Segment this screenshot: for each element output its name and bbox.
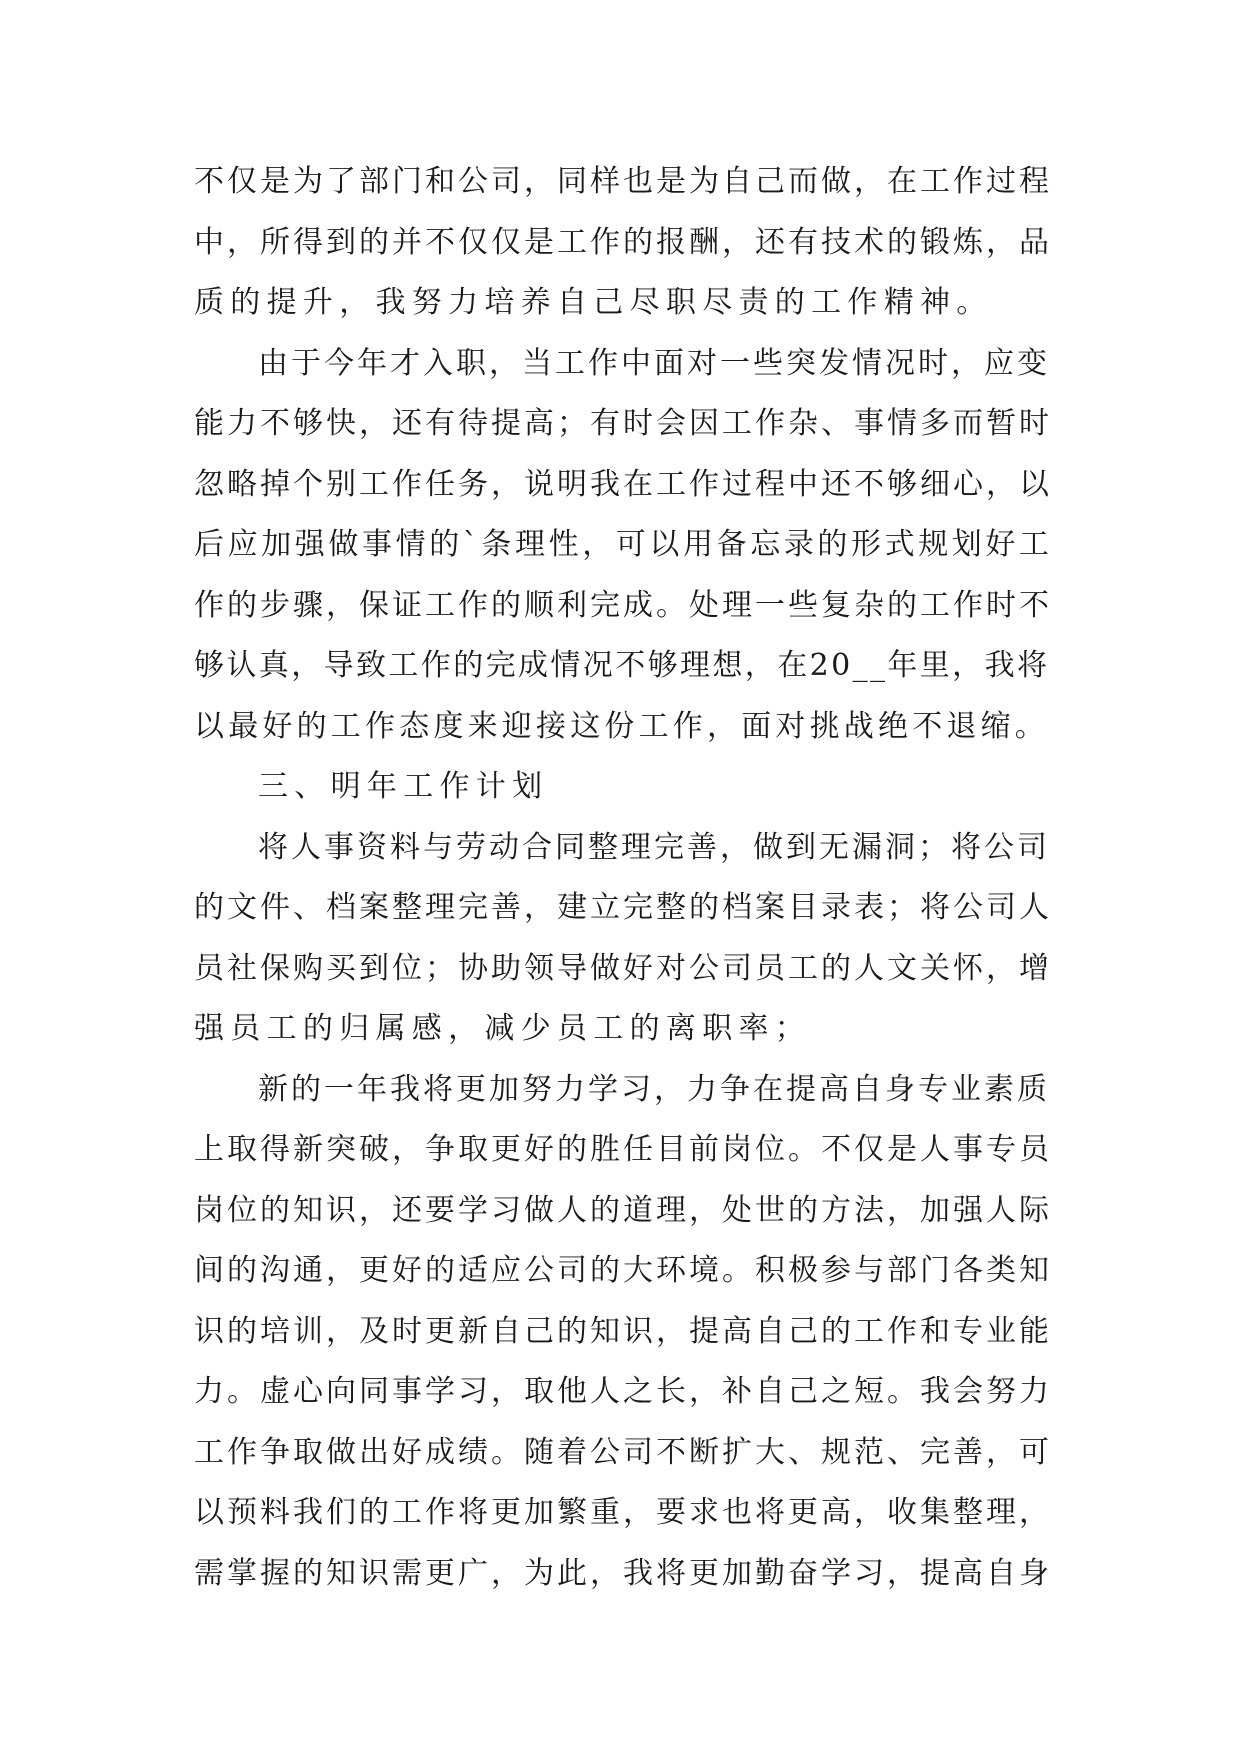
paragraph-start-line: 新的一年我将更加努力学习，力争在提高自身专业素质 [258, 1071, 1050, 1107]
text-line: 质的提升，我努力培养自己尽职尽责的工作精神。 [194, 285, 993, 320]
text-line: 够认真，导致工作的完成情况不够理想，在20__年里，我将 [194, 648, 1050, 683]
text-line: 强员工的归属感，减少员工的离职率； [194, 1011, 812, 1046]
text-line: 中，所得到的并不仅仅是工作的报酬，还有技术的锻炼，品 [194, 224, 1052, 260]
text-line: 作的步骤，保证工作的顺利完成。处理一些复杂的工作时不 [194, 587, 1052, 623]
text-line: 能力不够快，还有待提高；有时会因工作杂、事情多而暂时 [194, 406, 1052, 441]
text-line: 的文件、档案整理完善，建立完整的档案目录表；将公司人 [194, 890, 1052, 925]
text-line: 以最好的工作态度来迎接这份工作，面对挑战绝不退缩。 [194, 708, 1049, 744]
text-line: 员社保购买到位；协助领导做好对公司员工的人文关怀，增 [194, 950, 1052, 986]
text-line: 以预料我们的工作将更加繁重，要求也将更高，收集整理， [194, 1495, 1052, 1530]
text-line: 识的培训，及时更新自己的知识，提高自己的工作和专业能 [194, 1313, 1052, 1349]
text-line: 不仅是为了部门和公司，同样也是为自己而做，在工作过程 [194, 164, 1052, 199]
text-line: 工作争取做出好成绩。随着公司不断扩大、规范、完善，可 [194, 1434, 1052, 1470]
paragraph-start-line: 将人事资料与劳动合同整理完善，做到无漏洞；将公司 [258, 829, 1050, 865]
text-line: 上取得新突破，争取更好的胜任目前岗位。不仅是人事专员 [194, 1132, 1052, 1167]
text-line: 忽略掉个别工作任务，说明我在工作过程中还不够细心，以 [194, 466, 1052, 502]
body-text [194, 152, 1054, 1604]
paragraph-start-line: 由于今年才入职，当工作中面对一些突发情况时，应变 [258, 345, 1050, 381]
text-line: 间的沟通，更好的适应公司的大环境。积极参与部门各类知 [194, 1253, 1052, 1288]
text-line: 后应加强做事情的`条理性，可以用备忘录的形式规划好工 [194, 527, 1053, 562]
text-line: 力。虚心向同事学习，取他人之长，补自己之短。我会努力 [194, 1374, 1052, 1409]
text-line: 岗位的知识，还要学习做人的道理，处世的方法，加强人际 [194, 1192, 1052, 1228]
text-line: 需掌握的知识需更广，为此，我将更加勤奋学习，提高自身 [194, 1555, 1052, 1591]
section-heading: 三、明年工作计划 [258, 769, 549, 804]
